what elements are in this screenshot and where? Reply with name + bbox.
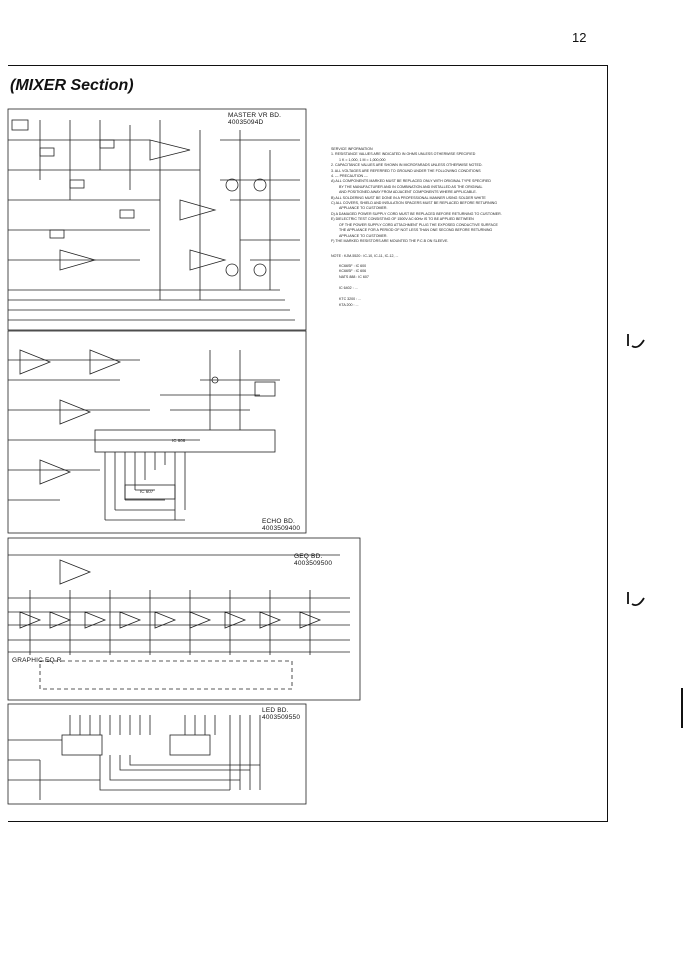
geq-board-part: 4003509500 — [294, 560, 333, 567]
service-info-line: APPLIANCE TO CUSTOMER. — [339, 233, 388, 238]
section-title: (MIXER Section) — [10, 77, 134, 94]
service-info-note: NATS 888 : IC 607 — [339, 274, 369, 279]
master-vr-board-name: MASTER VR BD. — [228, 112, 282, 119]
service-info-note: KC66SF : IC 606 — [339, 269, 367, 274]
led-board-part: 4003509550 — [262, 714, 301, 721]
service-info-line: B) ALL SOLDERING MUST BE DONE IN A PROFESSIONAL MANNER USING SOLDER WHITE — [331, 195, 486, 200]
service-info-line: OF THE POWER SUPPLY CORD ATTACHMENT PLUG THE EXPOSED CONDUCTIVE SURFACE — [339, 222, 498, 227]
ic-606-label: IC 606 — [172, 438, 186, 443]
service-info-note: NOTE : KJM-5520 : IC-10, IC-11, IC-12, ... — [331, 254, 399, 259]
service-info-line: APPLIANCE TO CUSTOMER. — [339, 206, 388, 211]
echo-board-name: ECHO BD. — [262, 518, 296, 525]
service-information — [331, 147, 526, 308]
master-vr-board-part: 40035094D — [228, 119, 264, 126]
service-info-line: A) ALL COMPONENTS MARKED MUST BE REPLACED ONLY WITH ORIGINAL TYPE SPECIFIED — [331, 179, 492, 184]
service-info-line: BY THE MANUFACTURER AND IN COMBINATION AND INSTALLED AS THE ORIGINAL — [339, 184, 483, 189]
binding-mark-icon — [626, 590, 646, 610]
service-info-note: IC 6402 : ... — [339, 285, 358, 290]
master-vr-board-label — [228, 112, 281, 126]
service-info-line: C) ALL COVERS, SHIELD AND INSULATION SPACERS MUST BE REPLACED BEFORE RETURNING — [331, 201, 498, 206]
service-info-note: KTA 200 : ... — [339, 302, 359, 307]
echo-board-part: 4003509400 — [262, 525, 301, 532]
geq-board-label — [294, 553, 332, 567]
service-info-line: 4. --- PRECAUTION --- — [331, 174, 368, 179]
led-board-label — [262, 707, 300, 721]
binding-mark-icon — [626, 332, 646, 352]
service-info-line: D) A DAMAGED POWER SUPPLY CORD MUST BE REPLACED BEFORE RETURNING TO CUSTOMER. — [331, 211, 502, 216]
service-info-note: KC66SF : IC 600 — [339, 263, 367, 268]
echo-board-label — [262, 518, 300, 532]
ic-607-label: IC 607 — [140, 489, 154, 494]
service-info-line: 2. CAPACITANCE VALUES ARE SHOWN IN MICROFARADS UNLESS OTHERWISE NOTED. — [331, 163, 483, 168]
service-info-line: 1. RESISTANCE VALUES ARE INDICATED IN OHMS UNLESS OTHERWISE SPECIFIED — [331, 152, 476, 157]
service-info-note: KTC 3200 : ... — [339, 297, 362, 302]
geq-board-name: GEQ BD. — [294, 553, 323, 560]
service-info-line: 3. ALL VOLTAGES ARE REFERRED TO GROUND UNDER THE FOLLOWING CONDITIONS — [331, 168, 481, 173]
service-info-line: AND POSITIONED AWAY FROM ADJACENT COMPONENTS WHERE APPLICABLE. — [339, 190, 477, 195]
binding-mark-icon — [678, 686, 686, 730]
service-info-line: 1 K = 1,000, 1 M = 1,000,000 — [339, 157, 386, 162]
service-info-heading: SERVICE INFORMATION — [331, 147, 373, 151]
service-info-line: F) THE MARKED RESISTORS ARE MOUNTED THE P.C.B ON SLEEVE. — [331, 238, 449, 243]
service-info-line: E) DIELECTRIC TEST CONSISTING OF 1500V AC 60Hz IS TO BE APPLIED BETWEEN — [331, 217, 474, 222]
graphic-eq-r-label: GRAPHIC EQ R — [12, 657, 62, 664]
page-number: 12 — [572, 30, 587, 45]
led-board-name: LED BD. — [262, 707, 289, 714]
service-info-line: THE APPLIANCE FOR A PERIOD OF NOT LESS THAN ONE SECOND BEFORE RETURNING — [339, 228, 493, 233]
